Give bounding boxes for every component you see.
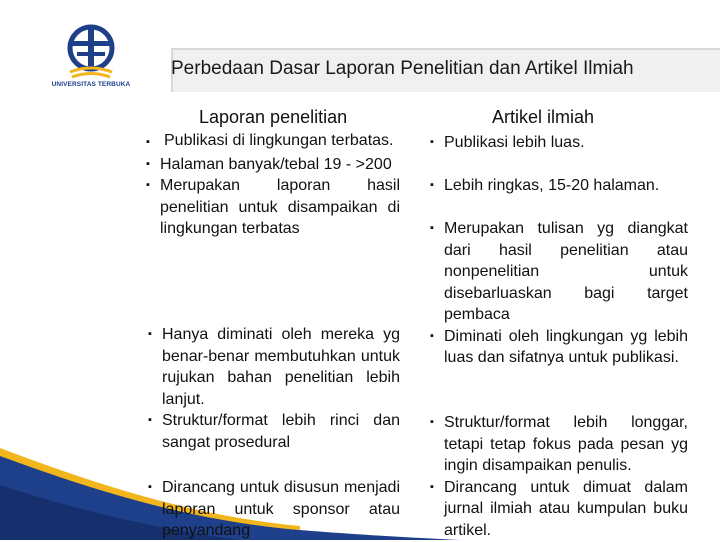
bullet-icon: ▪ — [430, 329, 434, 342]
list-item: ▪ Publikasi lebih luas. — [430, 132, 688, 154]
bullet-icon: ▪ — [430, 179, 434, 191]
right-column-heading: Artikel ilmiah — [492, 107, 595, 127]
bullet-icon: ▪ — [146, 157, 150, 170]
list-item: ▪ Lebih ringkas, 15-20 halaman. — [430, 175, 688, 197]
list-item: ▪ Publikasi di lingkungan terbatas. — [146, 130, 400, 154]
list-item: ▪ Merupakan laporan hasil penelitian untuk disampaikan di lingkungan terbatas — [146, 177, 400, 237]
right-group-3 — [430, 218, 688, 369]
bullet-icon: ▪ — [146, 136, 150, 148]
list-item: ▪ Dirancang untuk disusun menjadi laporan untuk sponsor atau penyandang — [148, 479, 400, 539]
list-item: ▪ Merupakan tulisan yg diangkat dari hasil penelitian atau nonpenelitian untuk disebarluaskan bagi target pembaca — [430, 220, 688, 323]
left-column-heading: Laporan penelitian — [199, 107, 348, 127]
page-title: Perbedaan Dasar Laporan Penelitian dan Artikel Ilmiah — [171, 58, 634, 79]
logo-text: UNIVERSITAS TERBUKA — [51, 81, 131, 88]
left-group-1 — [146, 130, 400, 240]
bullet-icon: ▪ — [148, 481, 152, 493]
bullet-icon: ▪ — [148, 328, 152, 340]
bullet-icon: ▪ — [430, 480, 434, 493]
bullet-icon: ▪ — [430, 222, 434, 234]
left-group-3 — [148, 477, 400, 542]
right-group-1 — [430, 132, 688, 154]
bullet-icon: ▪ — [430, 136, 434, 148]
bullet-icon: ▪ — [148, 414, 152, 426]
list-item: ▪ Diminati oleh lingkungan yg lebih luas dan sifatnya untuk publikasi. — [430, 327, 688, 366]
list-item: ▪ Hanya diminati oleh mereka yg benar-benar membutuhkan untuk rujukan bahan penelitian lebih lanjut. — [148, 326, 400, 408]
list-item: ▪ Struktur/format lebih rinci dan sangat prosedural — [148, 412, 400, 451]
right-group-4 — [430, 412, 688, 541]
bullet-icon: ▪ — [146, 179, 150, 191]
list-item: ▪ Dirancang untuk dimuat dalam jurnal ilmiah atau kumpulan buku artikel. — [430, 478, 688, 539]
left-group-2 — [148, 324, 400, 453]
list-item: ▪ Halaman banyak/tebal 19 - >200 — [146, 154, 400, 176]
right-group-2 — [430, 175, 688, 197]
list-item: ▪ Struktur/format lebih longgar, tetapi tetap fokus pada pesan yg ingin disampaikan penulis. — [430, 414, 688, 474]
bullet-icon: ▪ — [430, 416, 434, 428]
